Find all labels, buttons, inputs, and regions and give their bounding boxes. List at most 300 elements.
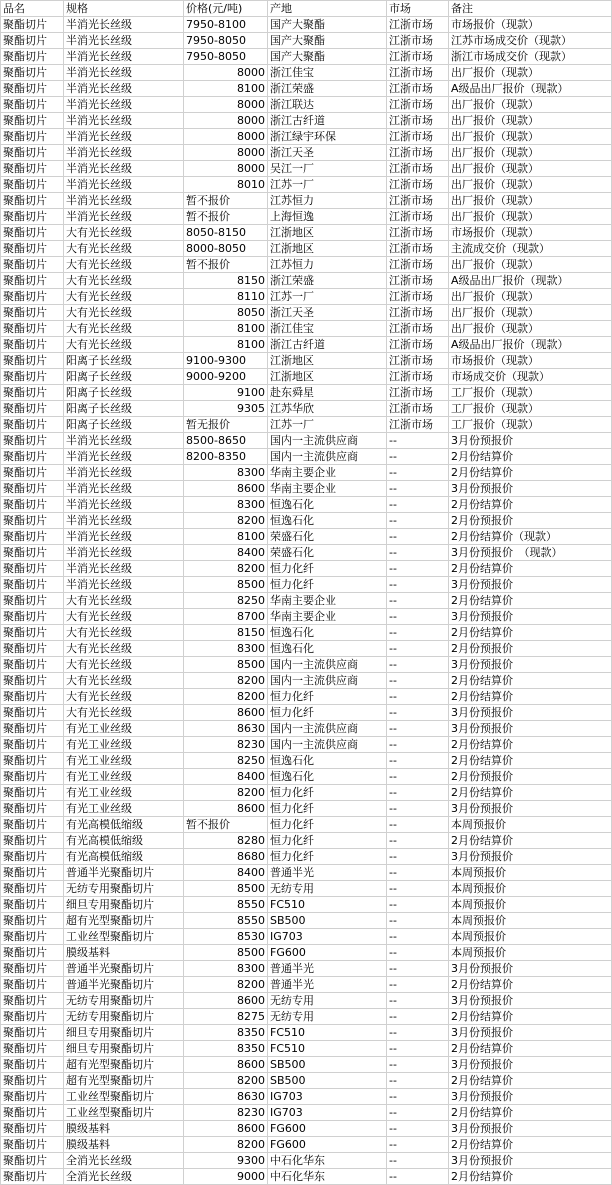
table-row xyxy=(1,897,612,913)
cell-origin: 江浙地区 xyxy=(268,353,387,369)
table-row xyxy=(1,801,612,817)
cell-origin: 浙江古纤道 xyxy=(268,113,387,129)
table-row xyxy=(1,689,612,705)
cell-remark: 本周预报价 xyxy=(449,913,612,929)
cell-product: 聚酯切片 xyxy=(1,625,64,641)
cell-price: 8250 xyxy=(184,593,268,609)
cell-spec: 全消光长丝级 xyxy=(64,1169,184,1185)
cell-market: -- xyxy=(387,481,449,497)
cell-spec: 半消光长丝级 xyxy=(64,497,184,513)
cell-product: 聚酯切片 xyxy=(1,1009,64,1025)
cell-market: -- xyxy=(387,721,449,737)
cell-spec: 阳离子长丝级 xyxy=(64,369,184,385)
cell-spec: 超有光型聚酯切片 xyxy=(64,913,184,929)
cell-remark: 出厂报价（现款） xyxy=(449,65,612,81)
table-row xyxy=(1,641,612,657)
cell-spec: 大有光长丝级 xyxy=(64,689,184,705)
cell-origin: 江浙地区 xyxy=(268,241,387,257)
header-spec: 规格 xyxy=(64,1,184,17)
cell-spec: 半消光长丝级 xyxy=(64,177,184,193)
cell-product: 聚酯切片 xyxy=(1,257,64,273)
cell-spec: 大有光长丝级 xyxy=(64,241,184,257)
cell-price: 9305 xyxy=(184,401,268,417)
cell-price: 8600 xyxy=(184,801,268,817)
cell-origin: 浙江荣盛 xyxy=(268,273,387,289)
header-market: 市场 xyxy=(387,1,449,17)
cell-spec: 半消光长丝级 xyxy=(64,545,184,561)
cell-market: 江浙市场 xyxy=(387,65,449,81)
cell-origin: 普通半光 xyxy=(268,865,387,881)
cell-price: 8200-8350 xyxy=(184,449,268,465)
cell-remark: 2月份预报价 xyxy=(449,641,612,657)
cell-remark: 2月份结算价 xyxy=(449,673,612,689)
cell-origin: FC510 xyxy=(268,1025,387,1041)
cell-origin: 国产大聚酯 xyxy=(268,17,387,33)
table-row xyxy=(1,401,612,417)
table-row xyxy=(1,17,612,33)
cell-product: 聚酯切片 xyxy=(1,1153,64,1169)
header-origin: 产地 xyxy=(268,1,387,17)
cell-origin: 中石化华东 xyxy=(268,1153,387,1169)
cell-remark: 主流成交价（现款） xyxy=(449,241,612,257)
cell-remark: 2月份结算价 xyxy=(449,689,612,705)
cell-product: 聚酯切片 xyxy=(1,993,64,1009)
cell-price: 8250 xyxy=(184,753,268,769)
cell-remark: 3月份预报价 xyxy=(449,481,612,497)
cell-origin: FC510 xyxy=(268,1041,387,1057)
cell-market: -- xyxy=(387,737,449,753)
cell-spec: 大有光长丝级 xyxy=(64,705,184,721)
table-row xyxy=(1,673,612,689)
cell-origin: IG703 xyxy=(268,1105,387,1121)
cell-price: 9000-9200 xyxy=(184,369,268,385)
cell-product: 聚酯切片 xyxy=(1,289,64,305)
cell-spec: 半消光长丝级 xyxy=(64,97,184,113)
cell-spec: 普通半光聚酯切片 xyxy=(64,977,184,993)
cell-market: -- xyxy=(387,657,449,673)
table-row xyxy=(1,1169,612,1185)
cell-spec: 阳离子长丝级 xyxy=(64,385,184,401)
cell-product: 聚酯切片 xyxy=(1,1089,64,1105)
cell-spec: 半消光长丝级 xyxy=(64,49,184,65)
cell-price: 8150 xyxy=(184,625,268,641)
cell-market: -- xyxy=(387,1105,449,1121)
cell-remark: 3月份预报价 xyxy=(449,801,612,817)
table-row xyxy=(1,945,612,961)
cell-remark: 3月份预报价 （现款） xyxy=(449,545,612,561)
cell-remark: 市场报价（现款） xyxy=(449,17,612,33)
cell-price: 8500 xyxy=(184,577,268,593)
table-row xyxy=(1,1041,612,1057)
cell-market: -- xyxy=(387,1057,449,1073)
cell-origin: SB500 xyxy=(268,1073,387,1089)
cell-price: 8200 xyxy=(184,1137,268,1153)
table-row xyxy=(1,481,612,497)
cell-product: 聚酯切片 xyxy=(1,401,64,417)
cell-remark: 工厂报价（现款） xyxy=(449,417,612,433)
cell-origin: 恒力化纤 xyxy=(268,833,387,849)
cell-product: 聚酯切片 xyxy=(1,209,64,225)
cell-origin: 国产大聚酯 xyxy=(268,33,387,49)
cell-spec: 全消光长丝级 xyxy=(64,1153,184,1169)
cell-price: 8230 xyxy=(184,737,268,753)
cell-spec: 无纺专用聚酯切片 xyxy=(64,1009,184,1025)
cell-remark: 2月份结算价 xyxy=(449,1009,612,1025)
cell-price: 8000-8050 xyxy=(184,241,268,257)
cell-product: 聚酯切片 xyxy=(1,529,64,545)
cell-price: 8110 xyxy=(184,289,268,305)
cell-remark: 出厂报价（现款） xyxy=(449,113,612,129)
cell-remark: 2月份结算价 xyxy=(449,833,612,849)
cell-market: -- xyxy=(387,449,449,465)
cell-product: 聚酯切片 xyxy=(1,369,64,385)
cell-spec: 普通半光聚酯切片 xyxy=(64,865,184,881)
cell-product: 聚酯切片 xyxy=(1,1025,64,1041)
cell-price: 8600 xyxy=(184,1121,268,1137)
cell-origin: 国内一主流供应商 xyxy=(268,721,387,737)
cell-spec: 有光工业丝级 xyxy=(64,737,184,753)
table-row xyxy=(1,1105,612,1121)
cell-spec: 半消光长丝级 xyxy=(64,145,184,161)
table-row xyxy=(1,353,612,369)
cell-market: -- xyxy=(387,513,449,529)
table-row xyxy=(1,993,612,1009)
table-row xyxy=(1,433,612,449)
cell-product: 聚酯切片 xyxy=(1,1121,64,1137)
cell-market: -- xyxy=(387,545,449,561)
cell-origin: IG703 xyxy=(268,1089,387,1105)
cell-spec: 大有光长丝级 xyxy=(64,289,184,305)
cell-market: -- xyxy=(387,641,449,657)
table-row xyxy=(1,1153,612,1169)
cell-product: 聚酯切片 xyxy=(1,801,64,817)
cell-market: -- xyxy=(387,913,449,929)
table-row xyxy=(1,113,612,129)
cell-product: 聚酯切片 xyxy=(1,929,64,945)
cell-spec: 半消光长丝级 xyxy=(64,209,184,225)
cell-product: 聚酯切片 xyxy=(1,17,64,33)
cell-product: 聚酯切片 xyxy=(1,417,64,433)
cell-price: 8600 xyxy=(184,1057,268,1073)
cell-product: 聚酯切片 xyxy=(1,1041,64,1057)
cell-market: -- xyxy=(387,1169,449,1185)
cell-market: -- xyxy=(387,1009,449,1025)
cell-market: 江浙市场 xyxy=(387,241,449,257)
cell-origin: 无纺专用 xyxy=(268,1009,387,1025)
cell-price: 9000 xyxy=(184,1169,268,1185)
cell-price: 暂不报价 xyxy=(184,193,268,209)
cell-product: 聚酯切片 xyxy=(1,353,64,369)
cell-price: 8500 xyxy=(184,945,268,961)
cell-remark: 出厂报价（现款） xyxy=(449,129,612,145)
cell-remark: 2月份结算价 xyxy=(449,625,612,641)
cell-market: 江浙市场 xyxy=(387,33,449,49)
cell-market: -- xyxy=(387,785,449,801)
cell-origin: 国内一主流供应商 xyxy=(268,657,387,673)
cell-origin: 中石化华东 xyxy=(268,1169,387,1185)
cell-remark: 3月份预报价 xyxy=(449,705,612,721)
cell-market: 江浙市场 xyxy=(387,193,449,209)
cell-remark: A级品出厂报价（现款） xyxy=(449,81,612,97)
cell-origin: 荣盛石化 xyxy=(268,545,387,561)
cell-price: 8200 xyxy=(184,561,268,577)
cell-remark: 工厂报价（现款） xyxy=(449,401,612,417)
cell-market: 江浙市场 xyxy=(387,305,449,321)
cell-market: -- xyxy=(387,1073,449,1089)
table-row xyxy=(1,81,612,97)
cell-price: 8530 xyxy=(184,929,268,945)
cell-remark: 2月份结算价 xyxy=(449,593,612,609)
cell-market: -- xyxy=(387,1089,449,1105)
cell-origin: 无纺专用 xyxy=(268,881,387,897)
cell-market: -- xyxy=(387,897,449,913)
cell-market: -- xyxy=(387,849,449,865)
cell-remark: 2月份结算价 xyxy=(449,561,612,577)
cell-remark: 2月份结算价 xyxy=(449,1073,612,1089)
cell-product: 聚酯切片 xyxy=(1,481,64,497)
cell-price: 8300 xyxy=(184,961,268,977)
cell-origin: 赴东舜星 xyxy=(268,385,387,401)
cell-product: 聚酯切片 xyxy=(1,97,64,113)
cell-market: 江浙市场 xyxy=(387,113,449,129)
cell-origin: 江苏一厂 xyxy=(268,417,387,433)
table-row xyxy=(1,609,612,625)
cell-product: 聚酯切片 xyxy=(1,833,64,849)
cell-spec: 大有光长丝级 xyxy=(64,593,184,609)
cell-price: 8600 xyxy=(184,993,268,1009)
cell-price: 暂无报价 xyxy=(184,417,268,433)
table-row xyxy=(1,289,612,305)
cell-remark: 3月份预报价 xyxy=(449,1153,612,1169)
cell-remark: 出厂报价（现款） xyxy=(449,289,612,305)
cell-remark: 2月份结算价 xyxy=(449,1169,612,1185)
table-row xyxy=(1,129,612,145)
cell-product: 聚酯切片 xyxy=(1,961,64,977)
cell-remark: 市场成交价（现款） xyxy=(449,369,612,385)
table-row xyxy=(1,593,612,609)
cell-origin: 浙江天圣 xyxy=(268,305,387,321)
cell-origin: 恒力化纤 xyxy=(268,785,387,801)
cell-price: 8100 xyxy=(184,529,268,545)
cell-price: 8050 xyxy=(184,305,268,321)
cell-market: -- xyxy=(387,945,449,961)
cell-remark: 江苏市场成交价（现款） xyxy=(449,33,612,49)
cell-market: 江浙市场 xyxy=(387,417,449,433)
cell-product: 聚酯切片 xyxy=(1,657,64,673)
cell-spec: 半消光长丝级 xyxy=(64,529,184,545)
table-row xyxy=(1,145,612,161)
cell-product: 聚酯切片 xyxy=(1,769,64,785)
cell-origin: 荣盛石化 xyxy=(268,529,387,545)
cell-spec: 大有光长丝级 xyxy=(64,337,184,353)
cell-price: 8300 xyxy=(184,465,268,481)
table-row xyxy=(1,705,612,721)
cell-origin: 江苏一厂 xyxy=(268,289,387,305)
table-row xyxy=(1,257,612,273)
cell-remark: 3月份预报价 xyxy=(449,993,612,1009)
cell-remark: 出厂报价（现款） xyxy=(449,97,612,113)
cell-origin: 浙江荣盛 xyxy=(268,81,387,97)
cell-origin: 国内一主流供应商 xyxy=(268,673,387,689)
cell-spec: 半消光长丝级 xyxy=(64,561,184,577)
cell-price: 9300 xyxy=(184,1153,268,1169)
cell-product: 聚酯切片 xyxy=(1,241,64,257)
cell-origin: FG600 xyxy=(268,945,387,961)
header-price: 价格(元/吨) xyxy=(184,1,268,17)
cell-spec: 半消光长丝级 xyxy=(64,433,184,449)
cell-product: 聚酯切片 xyxy=(1,225,64,241)
table-row xyxy=(1,1073,612,1089)
cell-spec: 半消光长丝级 xyxy=(64,129,184,145)
cell-origin: 华南主要企业 xyxy=(268,481,387,497)
cell-origin: 浙江联达 xyxy=(268,97,387,113)
cell-product: 聚酯切片 xyxy=(1,49,64,65)
cell-remark: 出厂报价（现款） xyxy=(449,257,612,273)
cell-market: 江浙市场 xyxy=(387,49,449,65)
cell-remark: 本周预报价 xyxy=(449,881,612,897)
cell-price: 8010 xyxy=(184,177,268,193)
cell-origin: 江浙地区 xyxy=(268,225,387,241)
cell-spec: 有光高模低缩级 xyxy=(64,849,184,865)
cell-market: -- xyxy=(387,433,449,449)
cell-spec: 细旦专用聚酯切片 xyxy=(64,897,184,913)
cell-remark: 3月份预报价 xyxy=(449,609,612,625)
cell-origin: 恒逸石化 xyxy=(268,641,387,657)
table-row xyxy=(1,497,612,513)
cell-spec: 无纺专用聚酯切片 xyxy=(64,881,184,897)
cell-market: -- xyxy=(387,1137,449,1153)
cell-origin: 华南主要企业 xyxy=(268,609,387,625)
cell-remark: 3月份预报价 xyxy=(449,721,612,737)
cell-product: 聚酯切片 xyxy=(1,1057,64,1073)
cell-remark: 2月份结算价 xyxy=(449,753,612,769)
cell-price: 8200 xyxy=(184,977,268,993)
table-row xyxy=(1,49,612,65)
cell-product: 聚酯切片 xyxy=(1,129,64,145)
table-row xyxy=(1,737,612,753)
cell-market: 江浙市场 xyxy=(387,385,449,401)
cell-product: 聚酯切片 xyxy=(1,673,64,689)
table-row xyxy=(1,977,612,993)
cell-market: -- xyxy=(387,977,449,993)
cell-price: 8500 xyxy=(184,881,268,897)
cell-product: 聚酯切片 xyxy=(1,497,64,513)
cell-origin: 恒逸石化 xyxy=(268,753,387,769)
cell-remark: 3月份预报价 xyxy=(449,1121,612,1137)
cell-remark: A级品出厂报价（现款） xyxy=(449,337,612,353)
cell-price: 8300 xyxy=(184,497,268,513)
cell-market: -- xyxy=(387,929,449,945)
cell-price: 8100 xyxy=(184,81,268,97)
table-row xyxy=(1,273,612,289)
cell-market: -- xyxy=(387,1121,449,1137)
cell-product: 聚酯切片 xyxy=(1,609,64,625)
cell-remark: 出厂报价（现款） xyxy=(449,321,612,337)
cell-remark: 出厂报价（现款） xyxy=(449,177,612,193)
cell-product: 聚酯切片 xyxy=(1,737,64,753)
cell-remark: 本周预报价 xyxy=(449,929,612,945)
cell-spec: 工业丝型聚酯切片 xyxy=(64,1089,184,1105)
cell-remark: 3月份预报价 xyxy=(449,1025,612,1041)
table-row xyxy=(1,545,612,561)
cell-product: 聚酯切片 xyxy=(1,561,64,577)
cell-origin: 浙江佳宝 xyxy=(268,65,387,81)
cell-product: 聚酯切片 xyxy=(1,1137,64,1153)
cell-remark: 2月份结算价 xyxy=(449,465,612,481)
cell-spec: 半消光长丝级 xyxy=(64,449,184,465)
cell-origin: 江苏恒力 xyxy=(268,257,387,273)
cell-product: 聚酯切片 xyxy=(1,1169,64,1185)
cell-market: -- xyxy=(387,625,449,641)
cell-spec: 半消光长丝级 xyxy=(64,161,184,177)
cell-product: 聚酯切片 xyxy=(1,193,64,209)
cell-origin: 恒逸石化 xyxy=(268,497,387,513)
cell-remark: 2月份预报价 xyxy=(449,513,612,529)
cell-origin: 国产大聚酯 xyxy=(268,49,387,65)
cell-market: -- xyxy=(387,865,449,881)
cell-spec: 半消光长丝级 xyxy=(64,465,184,481)
cell-remark: 3月份预报价 xyxy=(449,961,612,977)
table-row xyxy=(1,385,612,401)
cell-price: 8600 xyxy=(184,481,268,497)
cell-remark: 2月份结算价 xyxy=(449,1041,612,1057)
cell-market: 江浙市场 xyxy=(387,401,449,417)
table-row xyxy=(1,769,612,785)
cell-price: 7950-8050 xyxy=(184,49,268,65)
cell-market: -- xyxy=(387,465,449,481)
table-row xyxy=(1,865,612,881)
cell-origin: 浙江古纤道 xyxy=(268,337,387,353)
cell-product: 聚酯切片 xyxy=(1,945,64,961)
table-row xyxy=(1,577,612,593)
cell-price: 8600 xyxy=(184,705,268,721)
cell-remark: 3月份预报价 xyxy=(449,849,612,865)
cell-product: 聚酯切片 xyxy=(1,465,64,481)
table-row xyxy=(1,785,612,801)
table-row xyxy=(1,657,612,673)
cell-market: -- xyxy=(387,993,449,1009)
cell-price: 8000 xyxy=(184,145,268,161)
cell-product: 聚酯切片 xyxy=(1,81,64,97)
cell-origin: 浙江佳宝 xyxy=(268,321,387,337)
cell-product: 聚酯切片 xyxy=(1,65,64,81)
cell-market: -- xyxy=(387,801,449,817)
cell-product: 聚酯切片 xyxy=(1,593,64,609)
cell-price: 8200 xyxy=(184,1073,268,1089)
cell-spec: 大有光长丝级 xyxy=(64,641,184,657)
table-row xyxy=(1,33,612,49)
cell-spec: 阳离子长丝级 xyxy=(64,353,184,369)
cell-origin: 浙江绿宇环保 xyxy=(268,129,387,145)
cell-price: 8550 xyxy=(184,913,268,929)
cell-spec: 大有光长丝级 xyxy=(64,609,184,625)
cell-market: -- xyxy=(387,881,449,897)
cell-product: 聚酯切片 xyxy=(1,273,64,289)
table-row xyxy=(1,193,612,209)
cell-origin: 江苏恒力 xyxy=(268,193,387,209)
table-row xyxy=(1,1121,612,1137)
cell-origin: 吴江一厂 xyxy=(268,161,387,177)
cell-spec: 工业丝型聚酯切片 xyxy=(64,1105,184,1121)
cell-price: 暂不报价 xyxy=(184,257,268,273)
cell-spec: 半消光长丝级 xyxy=(64,481,184,497)
table-row xyxy=(1,625,612,641)
cell-price: 8000 xyxy=(184,113,268,129)
cell-market: -- xyxy=(387,833,449,849)
cell-origin: 江苏华欣 xyxy=(268,401,387,417)
cell-spec: 半消光长丝级 xyxy=(64,17,184,33)
table-row xyxy=(1,417,612,433)
